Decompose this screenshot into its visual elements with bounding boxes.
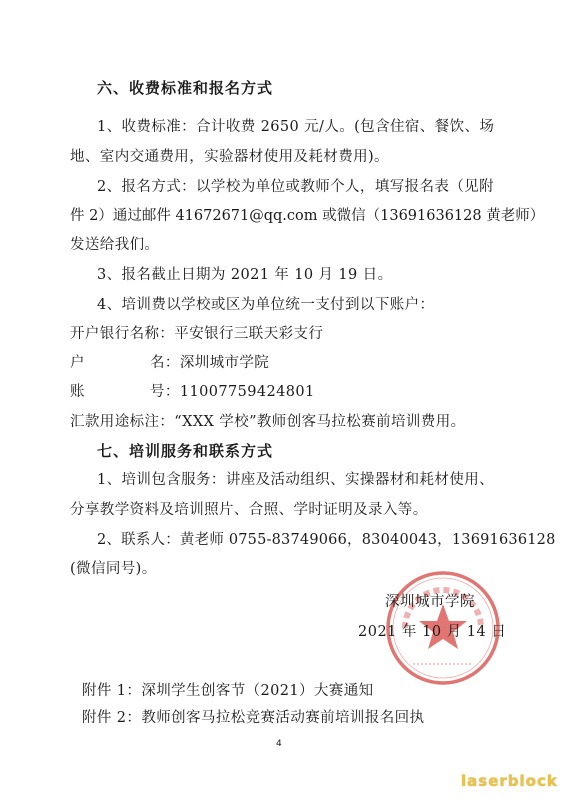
bank-name-line: 开户银行名称：平安银行三联天彩支行 [70, 326, 324, 342]
signature-date: 2021 年 10 月 14 日 [358, 624, 507, 640]
fee-standard-line-2: 地、室内交通费用，实验器材使用及耗材费用)。 [70, 149, 389, 165]
fee-standard-line-1: 1、收费标准：合计收费 2650 元/人。(包含住宿、餐饮、场 [97, 119, 495, 135]
account-number-label-part2: 号： [150, 384, 180, 400]
signup-method-line-1: 2、报名方式：以学校为单位或教师个人，填写报名表（见附 [97, 179, 495, 195]
service-line-1: 1、培训包含服务：讲座及活动组织、实操器材和耗材使用、 [97, 472, 495, 488]
section-6-heading: 六、收费标准和报名方式 [97, 79, 274, 97]
account-name-label-part2: 名： [150, 355, 180, 371]
payment-line: 4、培训费以学校或区为单位统一支付到以下账户： [97, 297, 435, 313]
account-name-line [70, 353, 269, 373]
remittance-remark-line: 汇款用途标注：“XXX 学校”教师创客马拉松赛前培训费用。 [70, 414, 466, 430]
watermark-logo: laserblock [461, 772, 558, 790]
account-number-label-part1: 账 [70, 384, 85, 400]
signature-organization: 深圳城市学院 [385, 594, 475, 610]
account-name-value: 深圳城市学院 [179, 355, 270, 371]
signup-method-line-3: 发送给我们。 [70, 237, 160, 253]
attachment-2: 附件 2：教师创客马拉松竞赛活动赛前培训报名回执 [82, 710, 425, 726]
page-number: 4 [276, 739, 282, 749]
attachment-1: 附件 1：深圳学生创客节（2021）大赛通知 [82, 683, 374, 699]
signup-method-line-2: 件 2）通过邮件 41672671@qq.com 或微信（13691636128 黄老师） [70, 208, 545, 224]
section-7-heading: 七、培训服务和联系方式 [97, 442, 274, 460]
service-line-2: 分享教学资料及培训照片、合照、学时证明及录入等。 [70, 502, 428, 518]
account-number-value: 11007759424801 [179, 384, 315, 400]
deadline-line: 3、报名截止日期为 2021 年 10 月 19 日。 [97, 267, 393, 283]
contact-line-2: (微信同号)。 [70, 561, 157, 577]
account-number-line [70, 382, 315, 402]
contact-line-1: 2、联系人：黄老师 0755-83749066，83040043，13691636128 [97, 532, 556, 548]
account-name-label-part1: 户 [70, 355, 85, 371]
